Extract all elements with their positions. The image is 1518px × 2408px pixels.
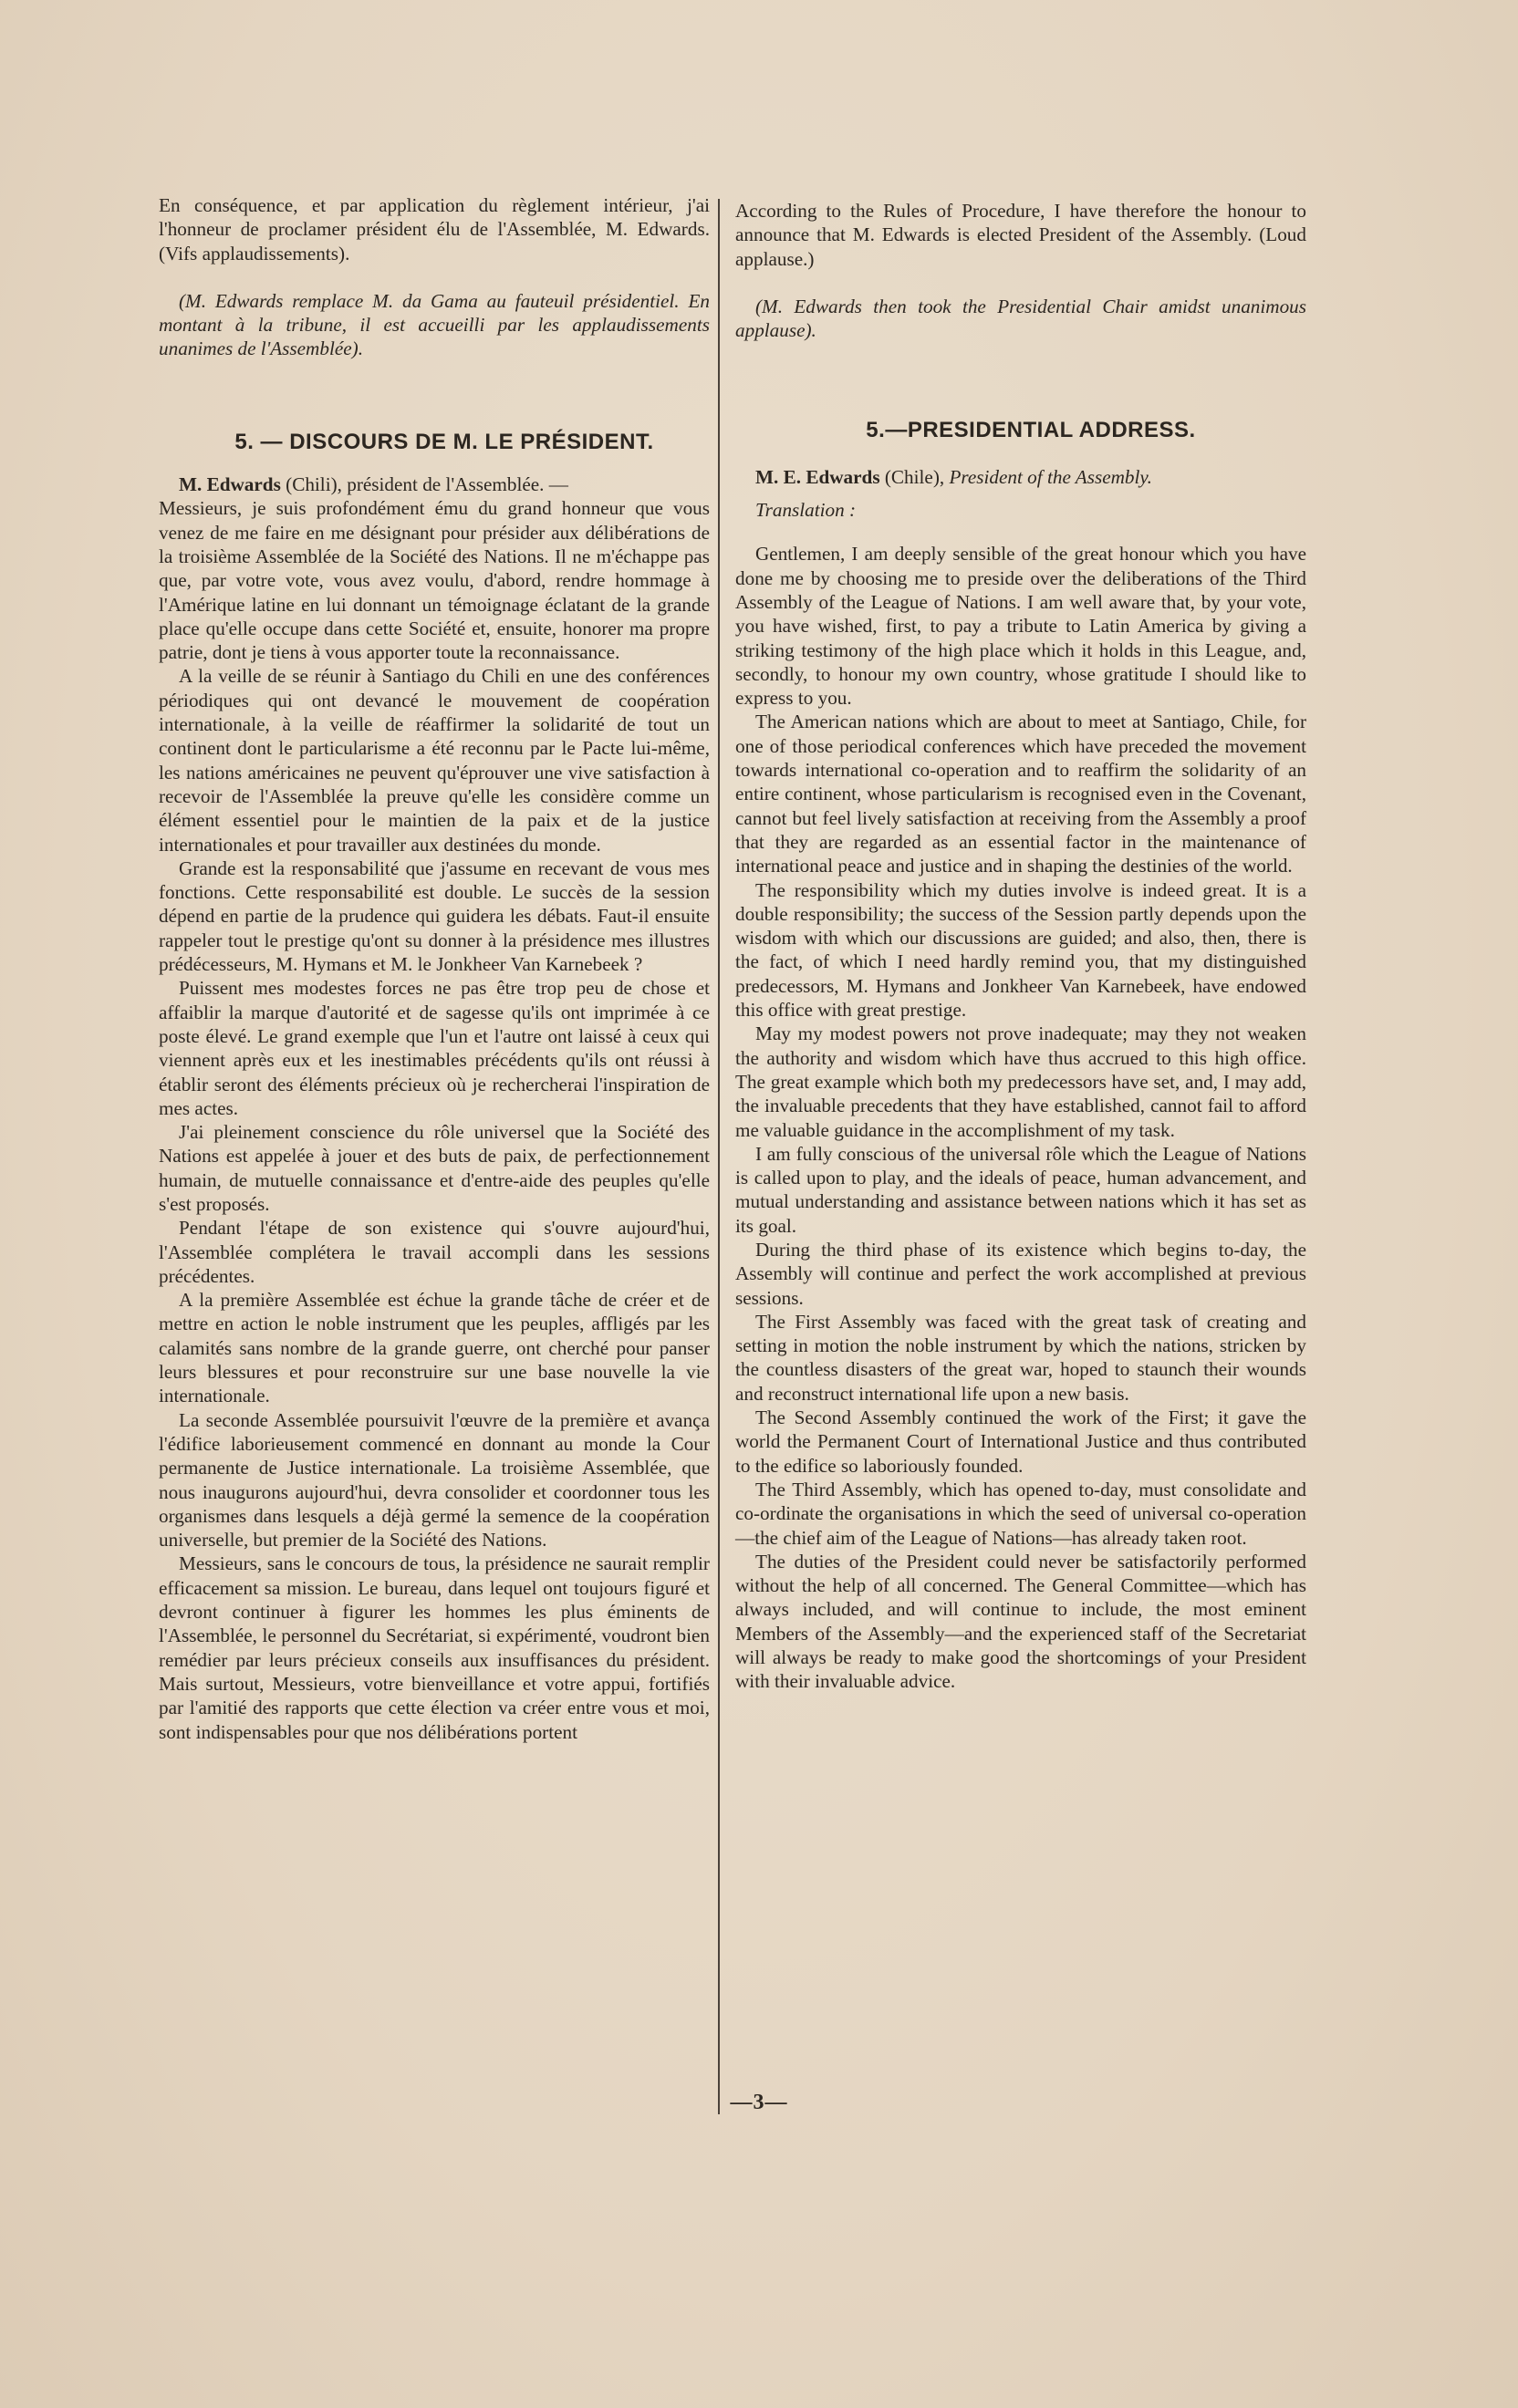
english-paragraph: I am fully conscious of the universal rôle which the League of Nations is called upon to play, and the ideals of peace, human advancement, and mutual understanding and assistance between nations which it has set as its goal. <box>735 1142 1306 1237</box>
french-speaker-line <box>159 472 710 496</box>
english-stage-direction: (M. Edwards then took the Presidential Chair amidst unanimous applause). <box>735 295 1306 342</box>
french-paragraph: A la veille de se réunir à Santiago du Chili en une des conférences périodiques qui ont devancé le mouvement de coopération internationale, à la veille de réaffirmer la solidarité de tout un continent dont le particularisme a été reconnu par le Pacte lui-même, les nations américaines ne peuvent qu'éprouver une vive satisfaction à recevoir de l'Assemblée la preuve qu'elle les considère comme un élément essentiel pour le maintien de la paix et de la justice internationales et pour travailler aux destinées du monde. <box>159 665 710 856</box>
french-paragraph: Messieurs, sans le concours de tous, la présidence ne saurait remplir efficacement sa mission. Le bureau, dans lequel ont toujours figuré et devront continuer à figurer les hommes les plus éminents de l'Assemblée, le personnel du Secrétariat, si expérimenté, voudront bien remédier par leurs précieux conseils aux insuffisances du président. Mais surtout, Messieurs, votre bienveillance et votre appui, fortifiés par l'amitié des rapports que cette élection va créer entre vous et moi, sont indispensables pour que nos délibérations portent <box>159 1552 710 1743</box>
english-paragraph: The duties of the President could never be satisfactorily performed without the help of all concerned. The General Committee—which has always included, and will continue to include, the most eminent Members of the Assembly—and the experienced staff of the Secretariat will always be ready to make good the shortcomings of your President with their invaluable advice. <box>735 1550 1306 1693</box>
french-paragraph: A la première Assemblée est échue la grande tâche de créer et de mettre en action le noble instrument que les peuples, affligés par les calamités sans nombre de la grande guerre, ont cherché pour panser leurs blessures et pour reconstruire sur une base nouvelle la vie internationale. <box>159 1289 710 1407</box>
english-paragraph: The Second Assembly continued the work of the First; it gave the world the Permanent Court of International Justice and thus contributed to the edifice so laboriously founded. <box>735 1406 1306 1477</box>
english-paragraph: The Third Assembly, which has opened to-day, must consolidate and co-ordinate the organisations in which the seed of universal co-operation—the chief aim of the League of Nations—has already taken root. <box>735 1478 1306 1549</box>
french-speaker-role: (Chili), président de l'Assemblée. — <box>280 473 568 496</box>
english-intro-paragraph: According to the Rules of Procedure, I have therefore the honour to announce that M. Edwards is elected President of the Assembly. (Loud applause.) <box>735 200 1306 270</box>
french-paragraph: J'ai pleinement conscience du rôle universel que la Société des Nations est appelée à jouer et des buts de paix, de perfectionnement humain, de mutuelle connaissance et d'entre-aide des peuples qu'elle s'est proposés. <box>159 1121 710 1215</box>
french-paragraph: Pendant l'étape de son existence qui s'ouvre aujourd'hui, l'Assemblée complétera le travail accompli dans les sessions précédentes. <box>159 1217 710 1287</box>
french-paragraph: Grande est la responsabilité que j'assume en recevant de vous mes fonctions. Cette responsabilité est double. Le succès de la session dépend en partie de la prudence qui guidera les débats. Faut-il ensuite rappeler tout le prestige qu'ont su donner à la présidence mes illustres prédécesseurs, M. Hymans et M. le Jonkheer Van Karnebeek ? <box>159 856 710 976</box>
french-intro-paragraph: En conséquence, et par application du règlement intérieur, j'ai l'honneur de proclamer président élu de l'Assemblée, M. Edwards. (Vifs applaudissements). <box>159 194 710 265</box>
french-paragraph: La seconde Assemblée poursuivit l'œuvre de la première et avança l'édifice laborieusement commencé en donnant au monde la Cour permanente de Justice internationale. La troisième Assemblée, que nous inaugurons aujourd'hui, devra consolider et coordonner tous les organismes dans lesquels a déjà germé la semence de la coopération universelle, but premier de la Société des Nations. <box>159 1408 710 1552</box>
english-paragraph: During the third phase of its existence which begins to-day, the Assembly will continue and perfect the work accomplished at previous sessions. <box>735 1238 1306 1309</box>
english-section-heading: 5.—PRESIDENTIAL ADDRESS. <box>866 418 1196 443</box>
english-paragraph: May my modest powers not prove inadequate; may they not weaken the authority and wisdom which have thus accrued to this high office. The great example which both my predecessors have set, and, I may add, the invaluable precedents that they have established, cannot fail to afford me valuable guidance in the accomplishment of my task. <box>735 1022 1306 1141</box>
column-divider <box>718 199 720 2114</box>
english-speaker-title: President of the Assembly. <box>949 465 1152 488</box>
english-speaker-role: (Chile), <box>879 465 950 488</box>
translation-label: Translation : <box>755 499 857 522</box>
english-paragraph: The responsibility which my duties involve is indeed great. It is a double responsibility; the success of the Session partly depends upon the wisdom with which our discussions are guided; and also, then, there is the fact, of which I need hardly remind you, that my distinguished predecessors, M. Hymans and Jonkheer Van Karnebeek, have endowed this office with great prestige. <box>735 878 1306 1022</box>
english-speaker-name: M. E. Edwards <box>755 465 880 488</box>
french-stage-direction: (M. Edwards remplace M. da Gama au fauteuil présidentiel. En montant à la tribune, il est accueilli par les applaudissements unanimes de l'Assemblée). <box>159 289 710 360</box>
english-paragraph: The American nations which are about to meet at Santiago, Chile, for one of those periodical conferences which have preceded the movement towards international co-operation and to reaffirm the solidarity of an entire continent, whose particularism is recognised even in the Covenant, cannot but feel lively satisfaction at receiving from the Assembly a proof that they are regarded as an essential factor in the maintenance of international peace and justice and in shaping the destinies of the world. <box>735 711 1306 877</box>
english-column <box>735 199 1306 1694</box>
english-speaker-line <box>735 465 1306 489</box>
french-paragraph: Messieurs, je suis profondément ému du grand honneur que vous venez de me faire en me désignant pour présider aux délibérations de la troisième Assemblée de la Société des Nations. Il ne m'échappe pas que, par votre vote, vous avez voulu, d'abord, rendre hommage à l'Amérique latine en lui donnant un témoignage éclatant de la grande place qu'elle occupe dans cette Société et, ensuite, honorer ma propre patrie, dont je tiens à vous apporter toute la reconnaissance. <box>159 497 710 664</box>
french-section-heading: 5. — DISCOURS DE M. LE PRÉSIDENT. <box>234 429 654 454</box>
french-paragraph: Puissent mes modestes forces ne pas être trop peu de chose et affaiblir la marque d'autorité et de sagesse qu'ils ont imprimée à ce poste élevé. Le grand exemple que l'un et l'autre ont laissé à ceux qui viennent après eux et les inestimables précédents qu'ils ont réussi à établir seront des éléments précieux où je rechercherai l'inspiration de mes actes. <box>159 977 710 1119</box>
english-paragraph: The First Assembly was faced with the great task of creating and setting in motion the noble instrument by which the nations, stricken by the countless disasters of the great war, hoped to staunch their wounds and reconstruct international life upon a new basis. <box>735 1310 1306 1405</box>
english-paragraph: Gentlemen, I am deeply sensible of the great honour which you have done me by choosing me to preside over the deliberations of the Third Assembly of the League of Nations. I am well aware that, by your vote, you have wished, first, to pay a tribute to Latin America by giving a striking testimony of the high place which it holds in this League, and, secondly, to honour my own country, whose gratitude I should like to express to you. <box>735 543 1306 710</box>
french-speaker-name: M. Edwards <box>179 473 281 496</box>
page-number: —3— <box>730 2091 788 2114</box>
french-column <box>159 193 710 1744</box>
